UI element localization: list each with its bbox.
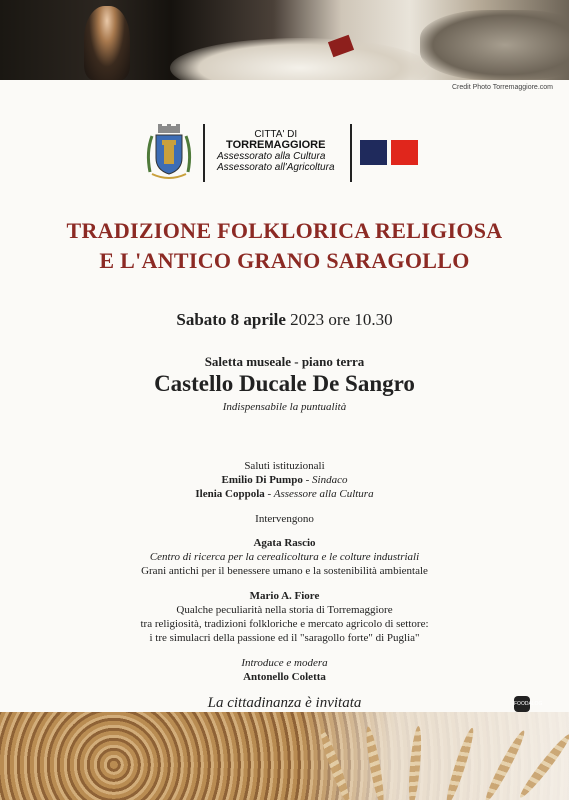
moderator-label: Introduce e modera: [241, 657, 328, 669]
greeting-role: - Sindaco: [302, 474, 348, 486]
header-photo: [0, 0, 569, 80]
city-name-block: [217, 129, 335, 173]
event-room: Saletta museale - piano terra: [204, 354, 365, 369]
department-agriculture: Assessorato all'Agricoltura: [217, 162, 335, 173]
greeting-name: Emilio Di Pumpo: [221, 474, 303, 486]
speaker-topic: i tre simulacri della passione ed il "saragollo forte" di Puglia": [149, 632, 420, 644]
event-date: [0, 310, 569, 330]
photo-credit: Credit Photo Torremaggiore.com: [451, 84, 553, 91]
speaker-name: Mario A. Fiore: [249, 590, 320, 602]
coat-of-arms-icon: [144, 122, 194, 182]
program-greetings: [0, 459, 569, 501]
moderator-name: Antonello Coletta: [243, 671, 326, 683]
event-time: 2023 ore 10.30: [285, 310, 393, 329]
speaker-affiliation: Centro di ricerca per la cerealicoltura e le colture industriali: [149, 551, 420, 563]
invitation-line: La cittadinanza è invitata: [207, 695, 362, 711]
event-venue: Castello Ducale De Sangro: [154, 371, 415, 396]
speakers-label: Intervengono: [255, 513, 314, 525]
flag-blue-block: [360, 140, 387, 165]
institution-header: [0, 122, 569, 184]
event-day: Sabato 8 aprile: [176, 310, 286, 329]
speaker-block: [0, 589, 569, 645]
greeting-name: Ilenia Coppola: [195, 488, 265, 500]
flag-red-block: [391, 140, 418, 165]
speaker-topic: tra religiosità, tradizioni folkloriche e mercato agricolo di settore:: [140, 618, 429, 630]
city-name: TORREMAGGIORE: [226, 139, 326, 151]
event-title-line2: E L'ANTICO GRANO SARAGOLLO: [99, 248, 470, 273]
department-culture: Assessorato alla Cultura: [217, 151, 326, 162]
divider: [203, 124, 205, 182]
greetings-label: Saluti istituzionali: [244, 460, 325, 472]
event-title-line1: TRADIZIONE FOLKLORICA RELIGIOSA: [66, 218, 503, 243]
punctuality-note: Indispensabile la puntualità: [222, 401, 347, 413]
moderator-block: [0, 656, 569, 684]
greeting-role: - Assessore alla Cultura: [264, 488, 374, 500]
footer-grain-photo: [0, 712, 569, 800]
speaker-block: [0, 536, 569, 578]
city-prefix: CITTA' DI: [254, 129, 298, 140]
speaker-name: Agata Rascio: [253, 537, 316, 549]
statue-figure: [84, 6, 130, 80]
speaker-topic: Qualche peculiarità nella storia di Torremaggiore: [176, 604, 393, 616]
foodalog-badge-icon: FOODALOG: [514, 696, 530, 712]
divider: [350, 124, 352, 182]
speaker-topic: Grani antichi per il benessere umano e la sostenibilità ambientale: [141, 565, 428, 577]
